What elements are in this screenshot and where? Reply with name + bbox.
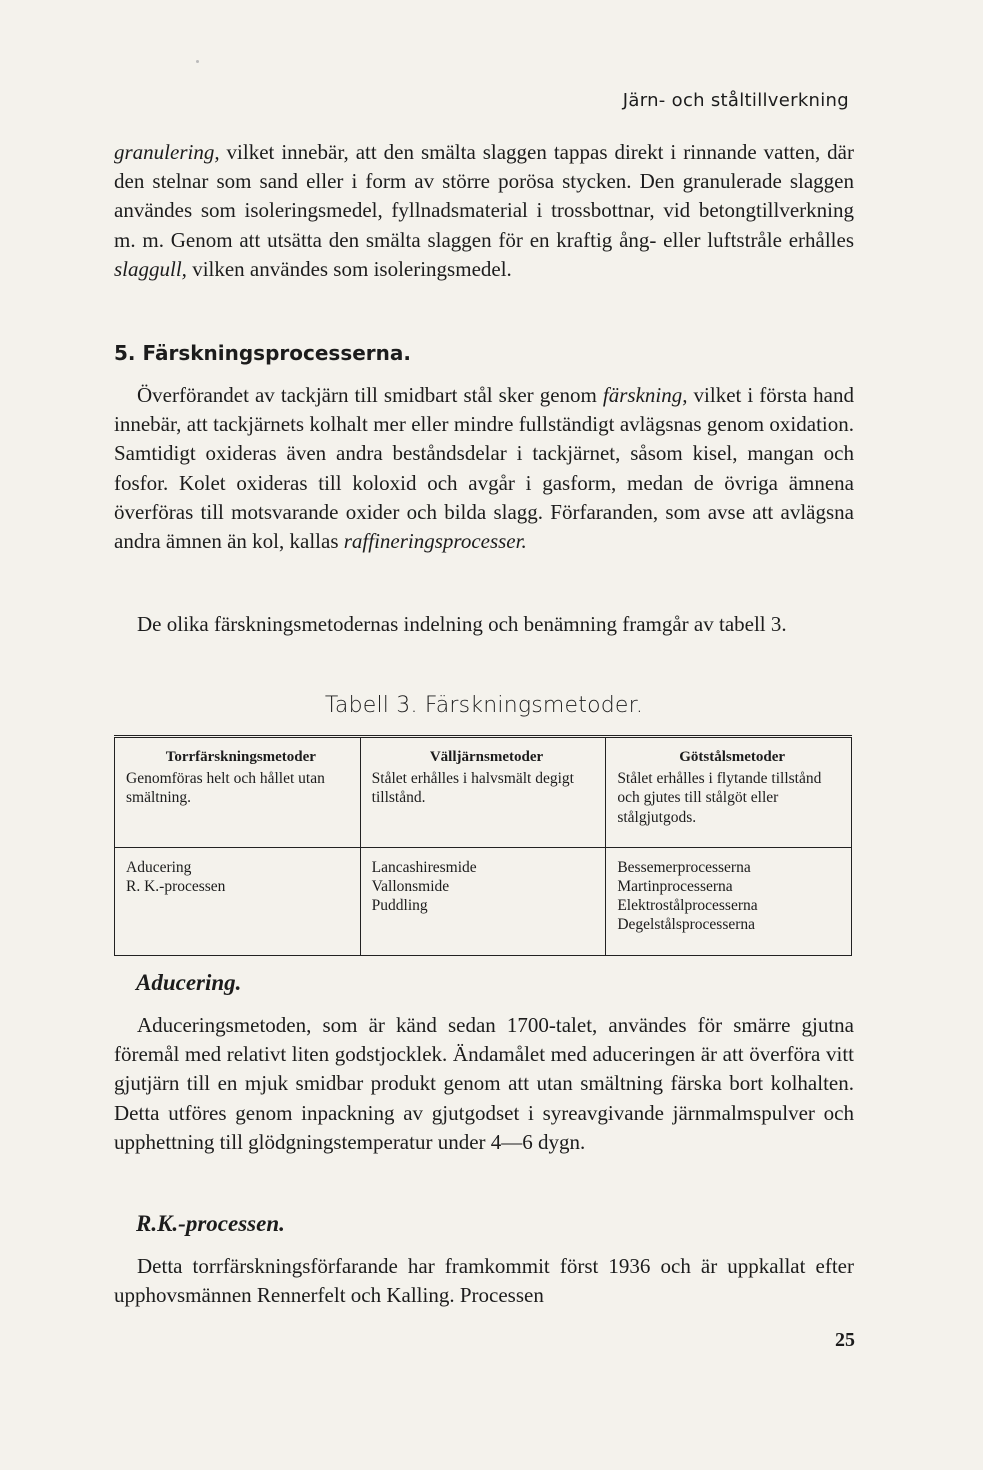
column-description: Stålet erhålles i halvsmält degigt tillstånd. xyxy=(360,767,606,847)
column-title: Torrfärskningsmetoder xyxy=(165,749,316,765)
emphasis-term: färskning, xyxy=(602,383,688,407)
column-title: Götstålsmetoder xyxy=(679,749,786,765)
method-name: Martinprocesserna xyxy=(617,878,733,896)
paper-speck xyxy=(196,60,199,63)
table-caption: Tabell 3. Färskningsmetoder. xyxy=(324,693,644,718)
table-cell xyxy=(360,738,606,767)
paragraph-rk-processen: Detta torrfärskningsförfarande har framkommit först 1936 och är uppkallat efter upphovsmännen Rennerfelt och Kalling. Processen xyxy=(114,1254,854,1308)
method-name: R. K.-processen xyxy=(126,878,226,896)
emphasis-term: slaggull, xyxy=(114,256,187,281)
emphasis-term: granulering, xyxy=(114,140,220,164)
column-description: Genomföras helt och hållet utan smältning. xyxy=(115,767,361,847)
method-name: Degelstålsprocesserna xyxy=(617,916,756,934)
method-name: Elektrostålprocesserna xyxy=(617,897,758,915)
running-head: Järn- och ståltillverkning xyxy=(622,90,849,111)
table-cell xyxy=(606,847,852,954)
table-row xyxy=(115,847,852,954)
method-name: Vallonsmide xyxy=(371,878,450,896)
paragraph-text: vilket innebär, att den smälta slaggen tappas direkt i rinnande vatten, där den stelnar som sand eller i form av större porösa stycken. Den granulerade slaggen användes som isoleringsmedel, fyllnadsmaterial i trossbottnar, vid betongtillverkning m. m. Genom att utsätta den smälta slaggen för en kraftig ång- eller luftstråle erhålles xyxy=(114,140,854,252)
method-name: Aducering xyxy=(126,858,192,876)
method-name: Lancashiresmide xyxy=(371,858,477,876)
table-cell xyxy=(606,738,852,767)
table-cell xyxy=(360,847,606,954)
table-cell xyxy=(115,847,361,954)
paragraph-farskning xyxy=(114,381,854,556)
section-heading: 5. Färskningsprocesserna. xyxy=(114,341,411,365)
paragraph-aducering: Aduceringsmetoden, som är känd sedan 1700-talet, användes för smärre gjutna föremål med relativt liten godstjocklek. Ändamålet med aduceringen är att överföra vitt gjutjärn till en mjuk smidbar produkt genom att utan smältning färska bort kolhalten. Detta utföres genom inpackning av gjutgodset i syreavgivande järnmalmspulver och upphettning till glödgningstemperatur under 4—6 dygn. xyxy=(114,1013,854,1154)
emphasis-term: raffineringsprocesser. xyxy=(343,529,527,554)
paragraph-text: vilket i första hand innebär, att tackjärnets kolhalt mer eller mindre fullständigt avlägsnas genom oxidation. Samtidigt oxideras även andra beståndsdelar i tackjärnet, såsom kisel, mangan och fosfor. Kolet oxideras till koloxid och avgår i gasform, medan de övriga ämnena överföras till motsvarande oxider och bilda slagg. Förfaranden, som avse att avlägsna andra ämnen än kol, kallas xyxy=(114,383,854,554)
paragraph-text: Överförandet av tackjärn till smidbart stål sker genom xyxy=(137,383,603,407)
page-number: 25 xyxy=(835,1329,855,1351)
paragraph-granulering xyxy=(114,138,854,284)
method-name: Bessemerprocesserna xyxy=(617,858,751,876)
column-description: Stålet erhålles i flytande tillstånd och gjutes till stålgöt eller stålgjutgods. xyxy=(606,767,852,847)
paragraph-text: vilken användes som isoleringsmedel. xyxy=(186,256,512,281)
methods-table xyxy=(114,735,852,956)
subheading-rk-processen: R.K.-processen. xyxy=(136,1211,285,1236)
table-row xyxy=(115,767,852,847)
column-title: Välljärnsmetoder xyxy=(429,749,544,765)
paragraph-table-reference: De olika färskningsmetodernas indelning och benämning framgår av tabell 3. xyxy=(137,612,787,636)
method-name: Puddling xyxy=(371,897,428,915)
subheading-aducering: Aducering. xyxy=(136,970,242,995)
table-cell xyxy=(115,738,361,767)
table-header-row xyxy=(115,738,852,767)
